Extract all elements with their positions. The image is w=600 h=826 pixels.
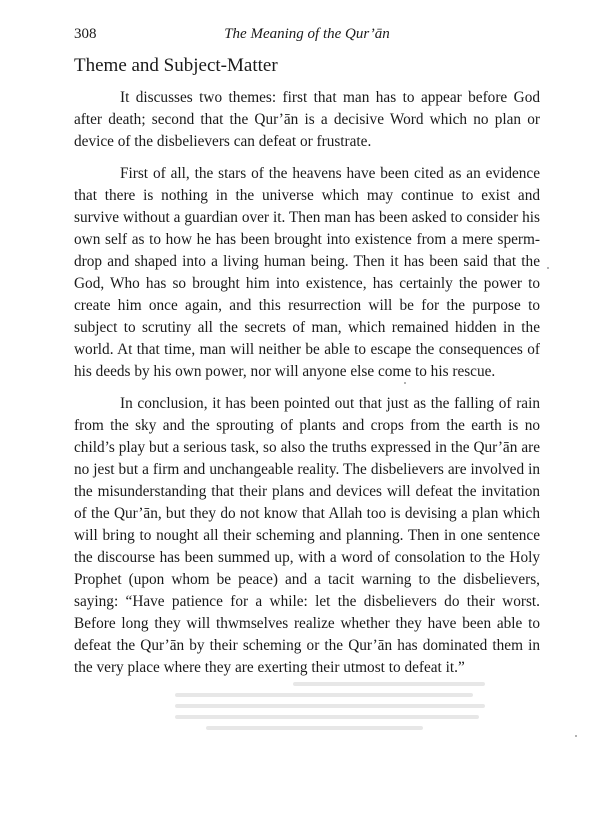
paragraph-conclusion: In conclusion, it has been pointed out that just as the falling of rain from the sky and the sprouting of plants and crops from the earth is no child’s play but a serious task, so also the truths expressed in the Qur’ān are no jest but a firm and unchangeable reality. The disbelievers are involved in the misunderstanding that their plans and devices will defeat the invitation of the Qur’ān, but they do not know that Allah too is devising a plan which will bring to nought all their scheming and planning. Then in one sentence the discourse has been summed up, with a word of consolation to the Holy Prophet (upon whom be peace) and a tacit warning to the disbelievers, saying: “Have patience for a while: let the disbelievers do their worst. Before long they will thwmselves realize whether they have been able to defeat the Qur’ān by their scheming or the Qur’ān has dominated them in the very place where they are exerting their utmost to defeat it.” [74, 395, 540, 676]
paragraph-first-of-all: First of all, the stars of the heavens have been cited as an evidence that there is nothing in the universe which may continue to exist and survive without a guardian over it. Then man has been asked to consider his own self as to how he has been brought into existence from a mere sperm-drop and shaped into a living human being. Then it has been said that the God, Who has so brought him into existence, has certainly the power to create him once again, and this resurrection will be for the purpose to subject to scrutiny all the secrets of man, which remained hidden in the world. At that time, man will neither be able to escape the consequences of his deeds by his own power, nor will anyone else come to his rescue. [74, 165, 540, 380]
running-head [74, 26, 540, 46]
paper-speck [547, 267, 549, 269]
paragraph-themes: It discusses two themes: first that man has to appear before God after death; second that the Qur’ān is a decisive Word which no plan or device of the disbelievers can defeat or frustrate. [74, 89, 540, 150]
section-heading: Theme and Subject-Matter [74, 55, 278, 76]
reverse-side-bleed-through [175, 675, 485, 737]
paper-speck [575, 735, 577, 737]
page-content [74, 53, 540, 689]
page-number: 308 [74, 26, 97, 42]
book-title: The Meaning of the Qur’ān [224, 26, 390, 42]
paper-speck [404, 382, 406, 384]
